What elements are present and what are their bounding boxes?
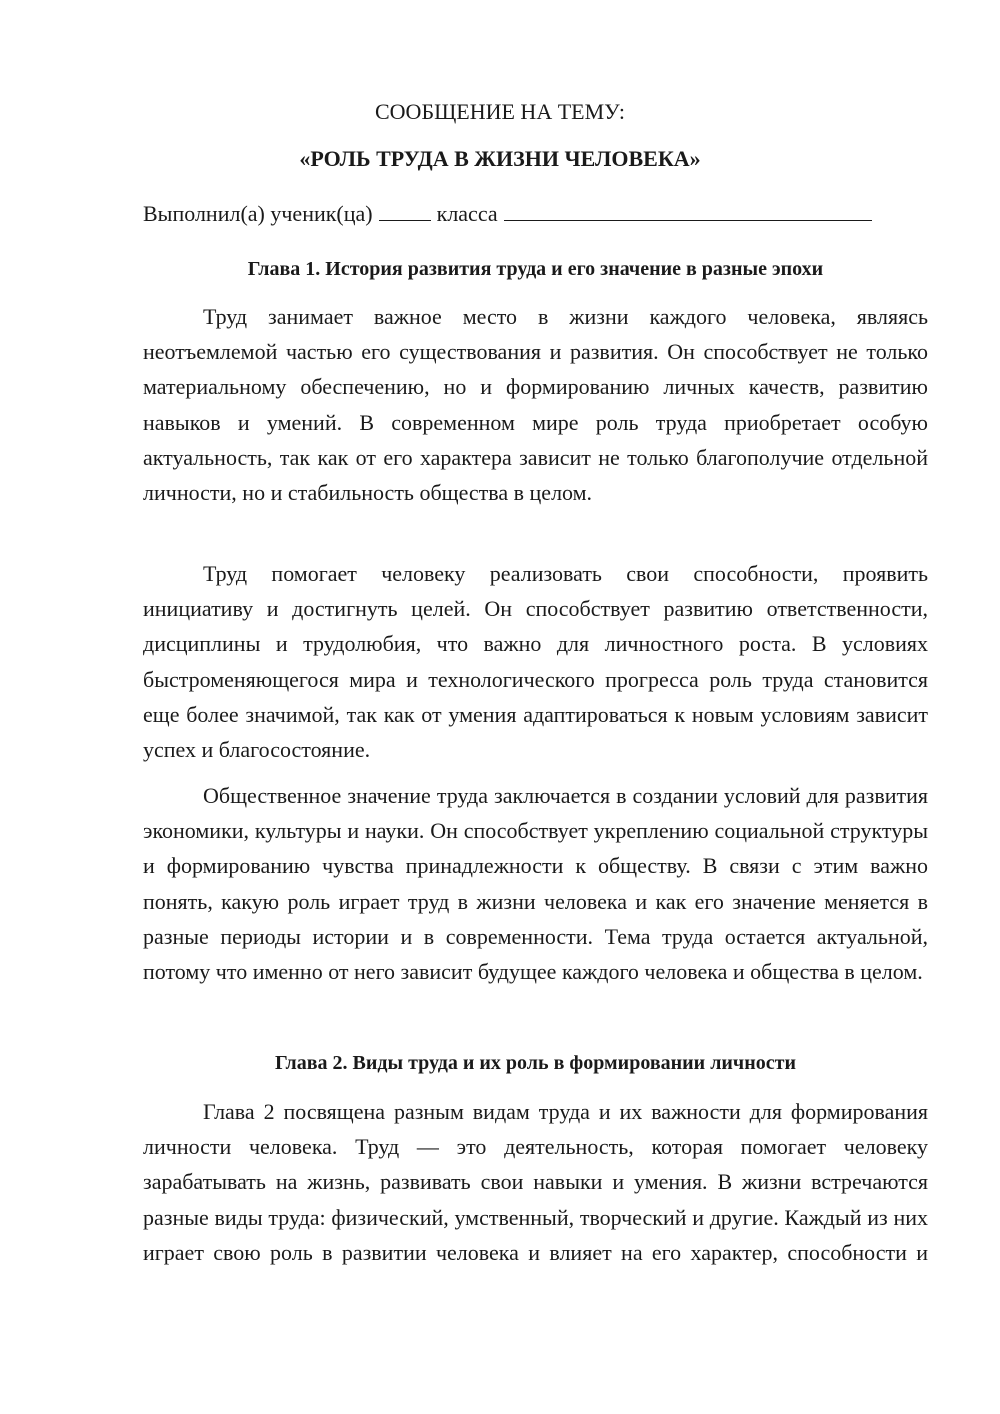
chapter-1-heading: Глава 1. История развития труда и его значение в разные эпохи (247, 258, 824, 280)
author-line (143, 198, 933, 229)
title-line-1: СООБЩЕНИЕ НА ТЕМУ: (375, 99, 625, 124)
class-name-blank (504, 198, 872, 221)
author-class-label: класса (436, 201, 498, 226)
chapter-2-paragraph-1: Глава 2 посвящена разным видам труда и их важности для формирования личности человека. Труд — это деятельность, которая помогает человеку зарабатывать на жизнь, развивать свои навыки и умения. В жизни встречаются разные виды труда: физический, умственный, творческий и другие. Каждый из них играет свою роль в развитии человека и влияет на его характер, способности и (143, 1099, 928, 1265)
author-prefix: Выполнил(а) ученик(ца) (143, 201, 373, 226)
chapter-1-paragraph-2: Труд помогает человеку реализовать свои способности, проявить инициативу и достигнуть целей. Он способствует развитию ответственности, дисциплины и трудолюбия, что важно для личностного роста. В условиях быстроменяющегося мира и технологического прогресса роль труда становится еще более значимой, так как от умения адаптироваться к новым условиям зависит успех и благосостояние. (143, 561, 928, 763)
title-line-2: «РОЛЬ ТРУДА В ЖИЗНИ ЧЕЛОВЕКА» (299, 146, 701, 171)
chapter-2-heading: Глава 2. Виды труда и их роль в формировании личности (275, 1052, 796, 1074)
chapter-1-paragraph-1: Труд занимает важное место в жизни каждого человека, являясь неотъемлемой частью его существования и развития. Он способствует не только материальному обеспечению, но и формированию личных качеств, развитию навыков и умений. В современном мире роль труда приобретает особую актуальность, так как от его характера зависит не только благополучие отдельной личности, но и стабильность общества в целом. (143, 304, 928, 506)
chapter-1-paragraph-3: Общественное значение труда заключается в создании условий для развития экономики, культуры и науки. Он способствует укреплению социальной структуры и формированию чувства принадлежности к обществу. В связи с этим важно понять, какую роль играет труд в жизни человека и как его значение меняется в разные периоды истории и в современности. Тема труда остается актуальной, потому что именно от него зависит будущее каждого человека и общества в целом. (143, 783, 928, 985)
class-number-blank (379, 198, 431, 221)
